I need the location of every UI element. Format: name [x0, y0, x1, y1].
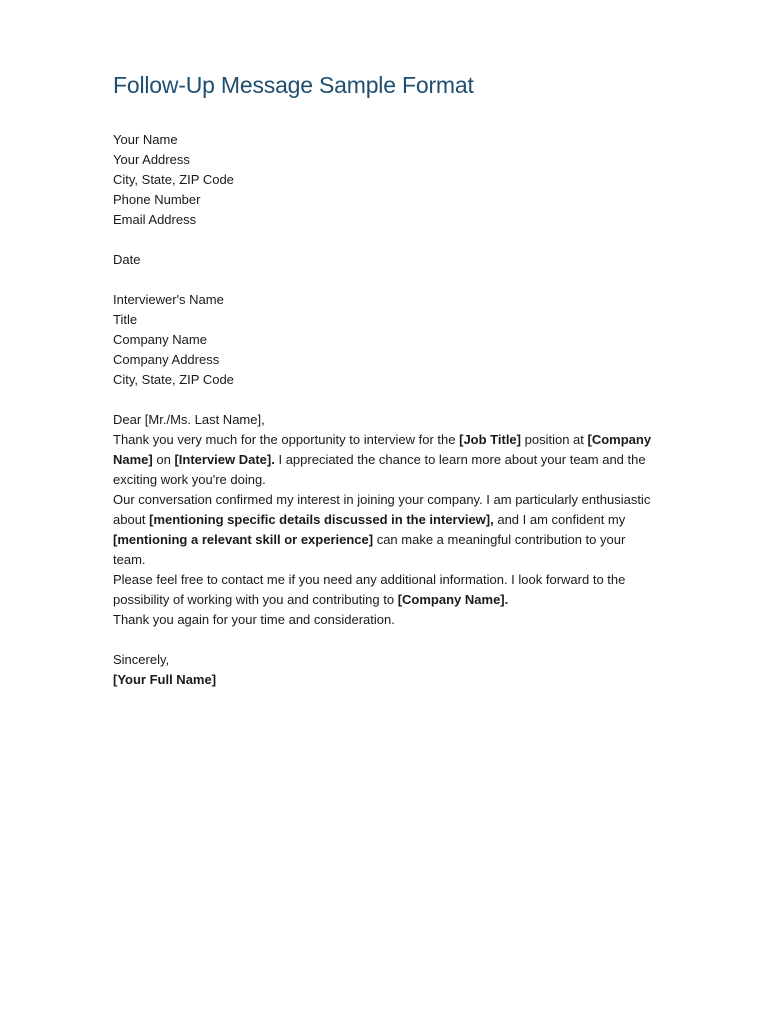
recipient-address: Company Address: [113, 352, 220, 367]
sender-email: Email Address: [113, 212, 197, 227]
para1-job-title: [Job Title]: [459, 432, 521, 447]
document-page: [113, 66, 658, 690]
para2-text-1: Our conversation confirmed my interest in joining your company. I am particularly enthusiastic about: [113, 492, 651, 527]
body-paragraph-1: [113, 430, 658, 490]
recipient-name: Interviewer's Name: [113, 292, 224, 307]
para2-text-2: and I am confident my: [493, 512, 626, 527]
closing: Sincerely,: [113, 652, 170, 667]
closing-block: [113, 650, 658, 690]
para2-relevant-skill: [mentioning a relevant skill or experience]: [113, 532, 374, 547]
para2-specific-details: [mentioning specific details discussed in the interview],: [149, 512, 494, 527]
para2-text-3: can make a meaningful contribution to your team.: [113, 532, 626, 567]
sender-phone: Phone Number: [113, 192, 201, 207]
sender-address: Your Address: [113, 152, 190, 167]
letter-date: Date: [113, 252, 141, 267]
recipient-company: Company Name: [113, 332, 207, 347]
salutation: Dear [Mr./Ms. Last Name],: [113, 412, 265, 427]
para3-text-1: Please feel free to contact me if you need any additional information. I look forward to the possibility of working with you and contributing to: [113, 572, 626, 607]
sender-name: Your Name: [113, 132, 178, 147]
sender-city: City, State, ZIP Code: [113, 172, 234, 187]
para1-text-4: I appreciated the chance to learn more about your team and the exciting work you're doing.: [113, 452, 646, 487]
page-title: Follow-Up Message Sample Format: [113, 72, 474, 98]
para1-company-name: [Company Name]: [113, 432, 652, 467]
para1-text-1: Thank you very much for the opportunity to interview for the: [113, 432, 460, 447]
para1-interview-date: [Interview Date].: [174, 452, 275, 467]
date-block: [113, 250, 658, 270]
para1-text-3: on: [152, 452, 175, 467]
salutation-block: [113, 410, 658, 430]
body-paragraph-2: [113, 490, 658, 570]
signature: [Your Full Name]: [113, 672, 217, 687]
recipient-title: Title: [113, 312, 138, 327]
recipient-block: [113, 290, 658, 390]
para1-text-2: position at: [521, 432, 588, 447]
sender-block: [113, 130, 658, 230]
body-paragraph-3: [113, 570, 658, 610]
recipient-city: City, State, ZIP Code: [113, 372, 234, 387]
body-paragraph-4: Thank you again for your time and consideration.: [113, 612, 395, 627]
para3-company-name: [Company Name].: [397, 592, 509, 607]
